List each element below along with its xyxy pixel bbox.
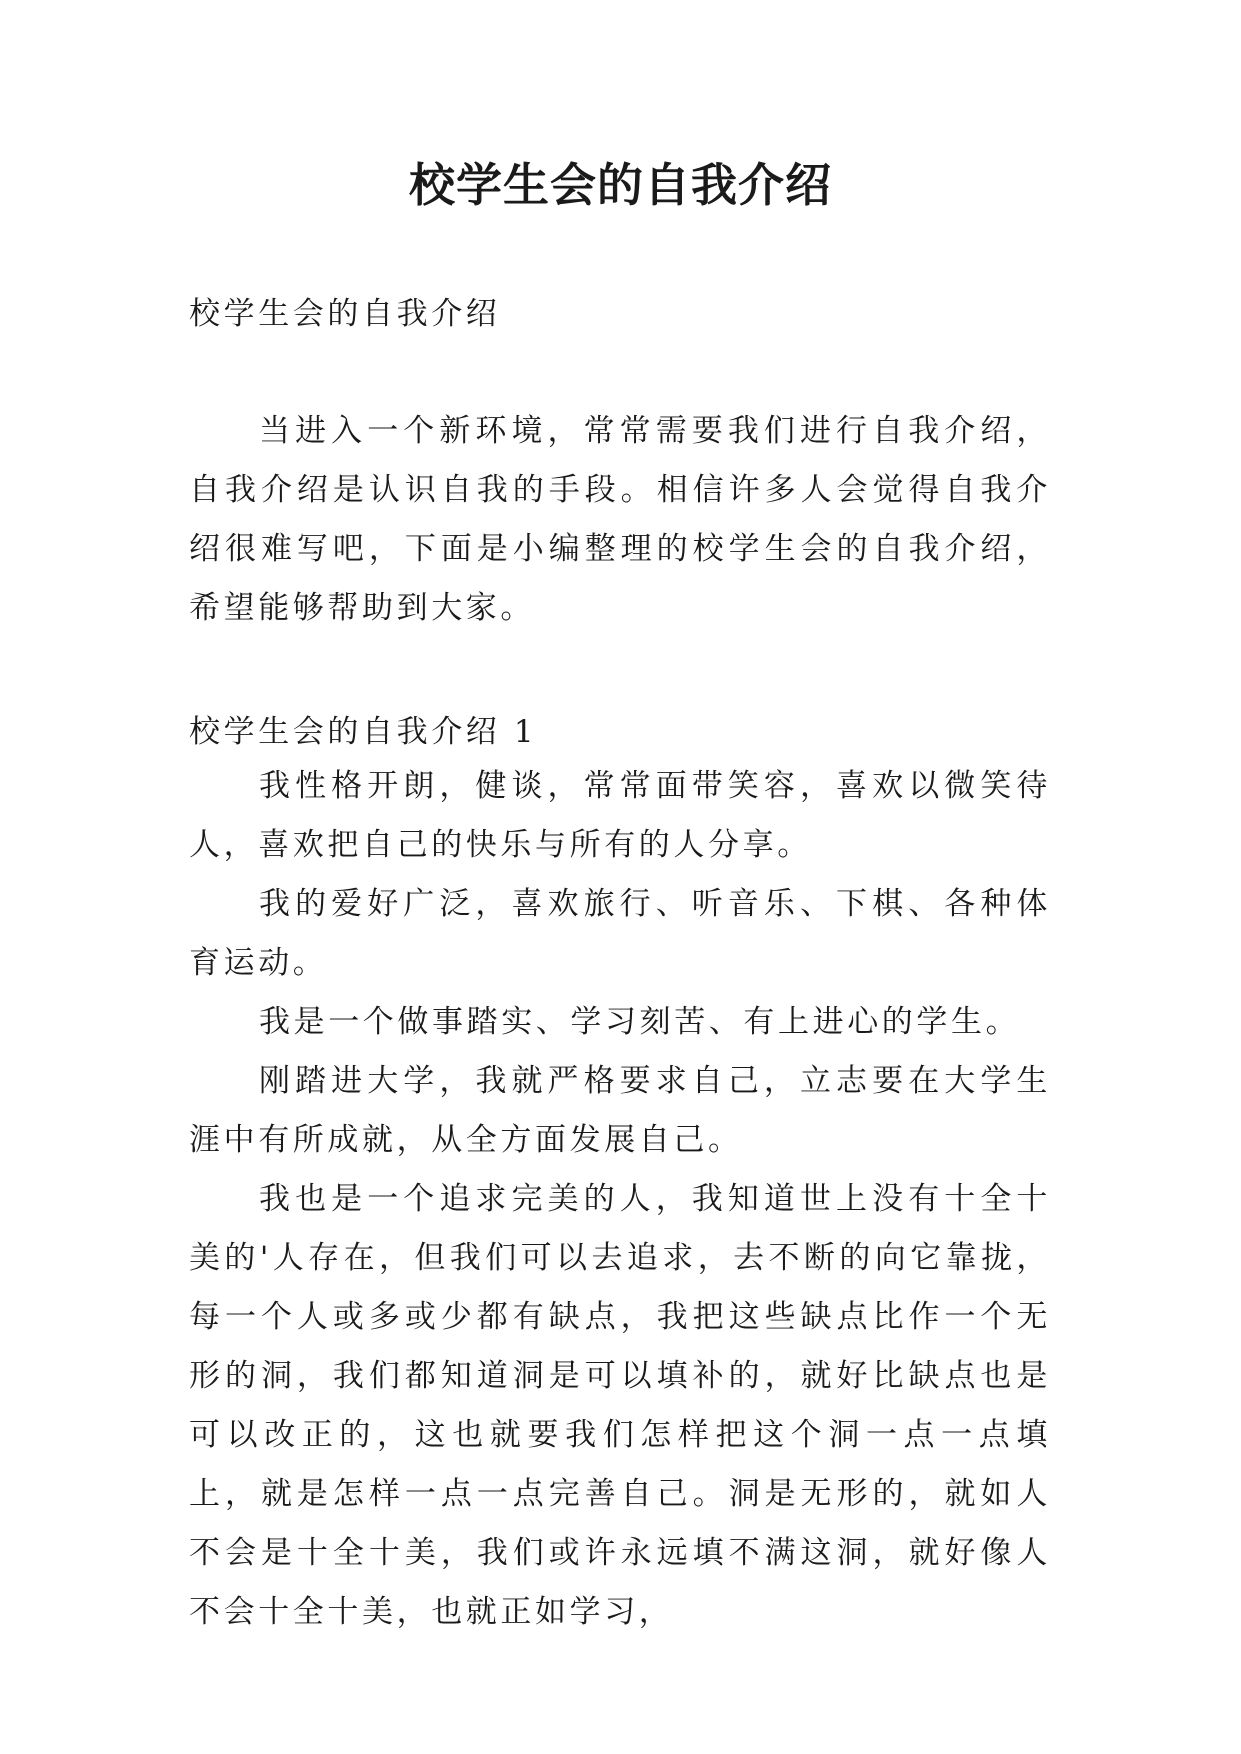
document-subtitle: 校学生会的自我介绍 xyxy=(189,296,501,332)
paragraph-student-attitude: 我是一个做事踏实、学习刻苦、有上进心的学生。 xyxy=(259,1004,1021,1040)
paragraph-personality: 我性格开朗，健谈，常常面带笑容，喜欢以微笑待人，喜欢把自己的快乐与所有的人分享。 xyxy=(189,768,1051,863)
paragraph-university-goals: 刚踏进大学，我就严格要求自己，立志要在大学生涯中有所成就，从全方面发展自己。 xyxy=(189,1063,1051,1158)
section-heading: 校学生会的自我介绍 1 xyxy=(189,714,538,750)
paragraph-perfection: 我也是一个追求完美的人，我知道世上没有十全十美的'人存在，但我们可以去追求，去不断的向它靠拢，每一个人或多或少都有缺点，我把这些缺点比作一个无形的洞，我们都知道洞是可以填补的，就好比缺点也是可以改正的，这也就要我们怎样把这个洞一点一点填上，就是怎样一点一点完善自己。洞是无形的，就如人不会是十全十美，我们或许永远填不满这洞，就好像人不会十全十美，也就正如学习， xyxy=(189,1181,1051,1630)
paragraph-hobbies: 我的爱好广泛，喜欢旅行、听音乐、下棋、各种体育运动。 xyxy=(189,886,1051,981)
document-title: 校学生会的自我介绍 xyxy=(409,158,832,212)
intro-paragraph: 当进入一个新环境，常常需要我们进行自我介绍，自我介绍是认识自我的手段。相信许多人会觉得自我介绍很难写吧，下面是小编整理的校学生会的自我介绍，希望能够帮助到大家。 xyxy=(189,413,1051,626)
